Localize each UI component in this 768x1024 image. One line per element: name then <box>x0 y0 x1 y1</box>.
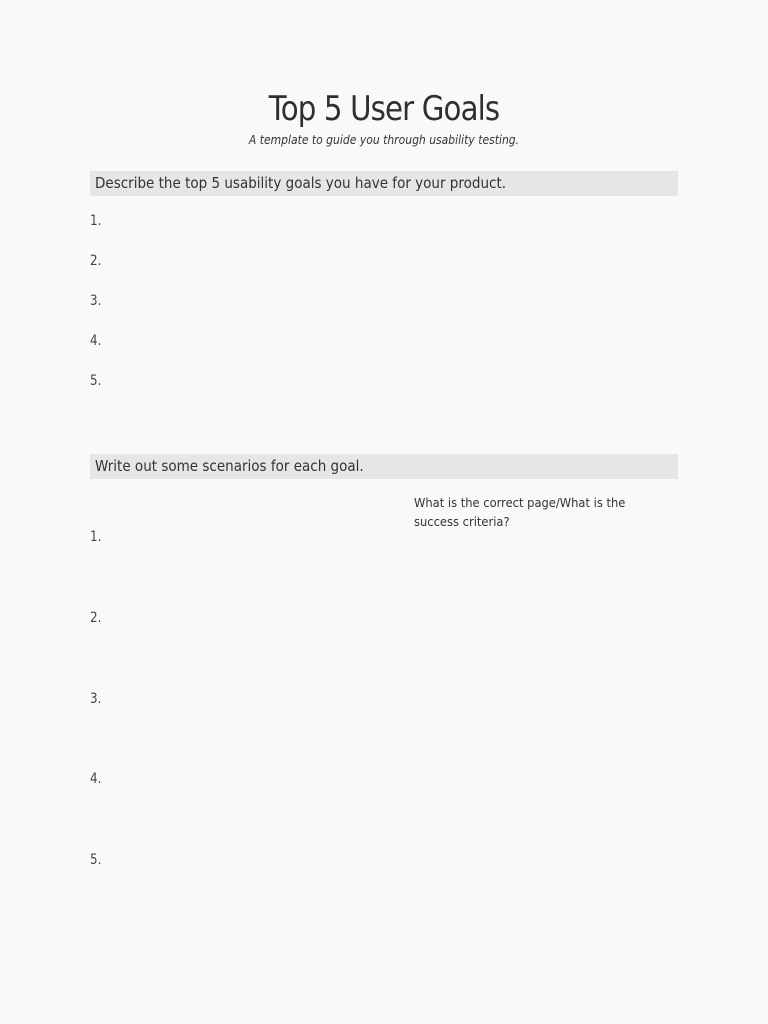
goal-number-4: 4. <box>90 333 102 349</box>
scenarios-section-header <box>90 454 678 479</box>
goal-number-2: 2. <box>90 253 102 269</box>
goal-number-5: 5. <box>90 373 102 389</box>
success-criteria-note-line-2: success criteria? <box>414 514 510 529</box>
success-criteria-note-line-1: What is the correct page/What is the <box>414 495 626 510</box>
goal-number-3: 3. <box>90 293 102 309</box>
scenario-number-4: 4. <box>90 771 102 787</box>
scenario-number-5: 5. <box>90 852 102 868</box>
goals-section-header <box>90 171 678 196</box>
scenario-number-2: 2. <box>90 610 102 626</box>
scenario-number-3: 3. <box>90 691 102 707</box>
page-subtitle: A template to guide you through usability testing. <box>248 133 520 147</box>
page-title: Top 5 User Goals <box>268 89 500 129</box>
scenarios-section-header-text: Write out some scenarios for each goal. <box>95 457 364 475</box>
goal-number-1: 1. <box>90 213 102 229</box>
goals-section-header-text: Describe the top 5 usability goals you have for your product. <box>95 174 507 192</box>
scenario-number-1: 1. <box>90 529 102 545</box>
success-criteria-note <box>414 493 664 531</box>
